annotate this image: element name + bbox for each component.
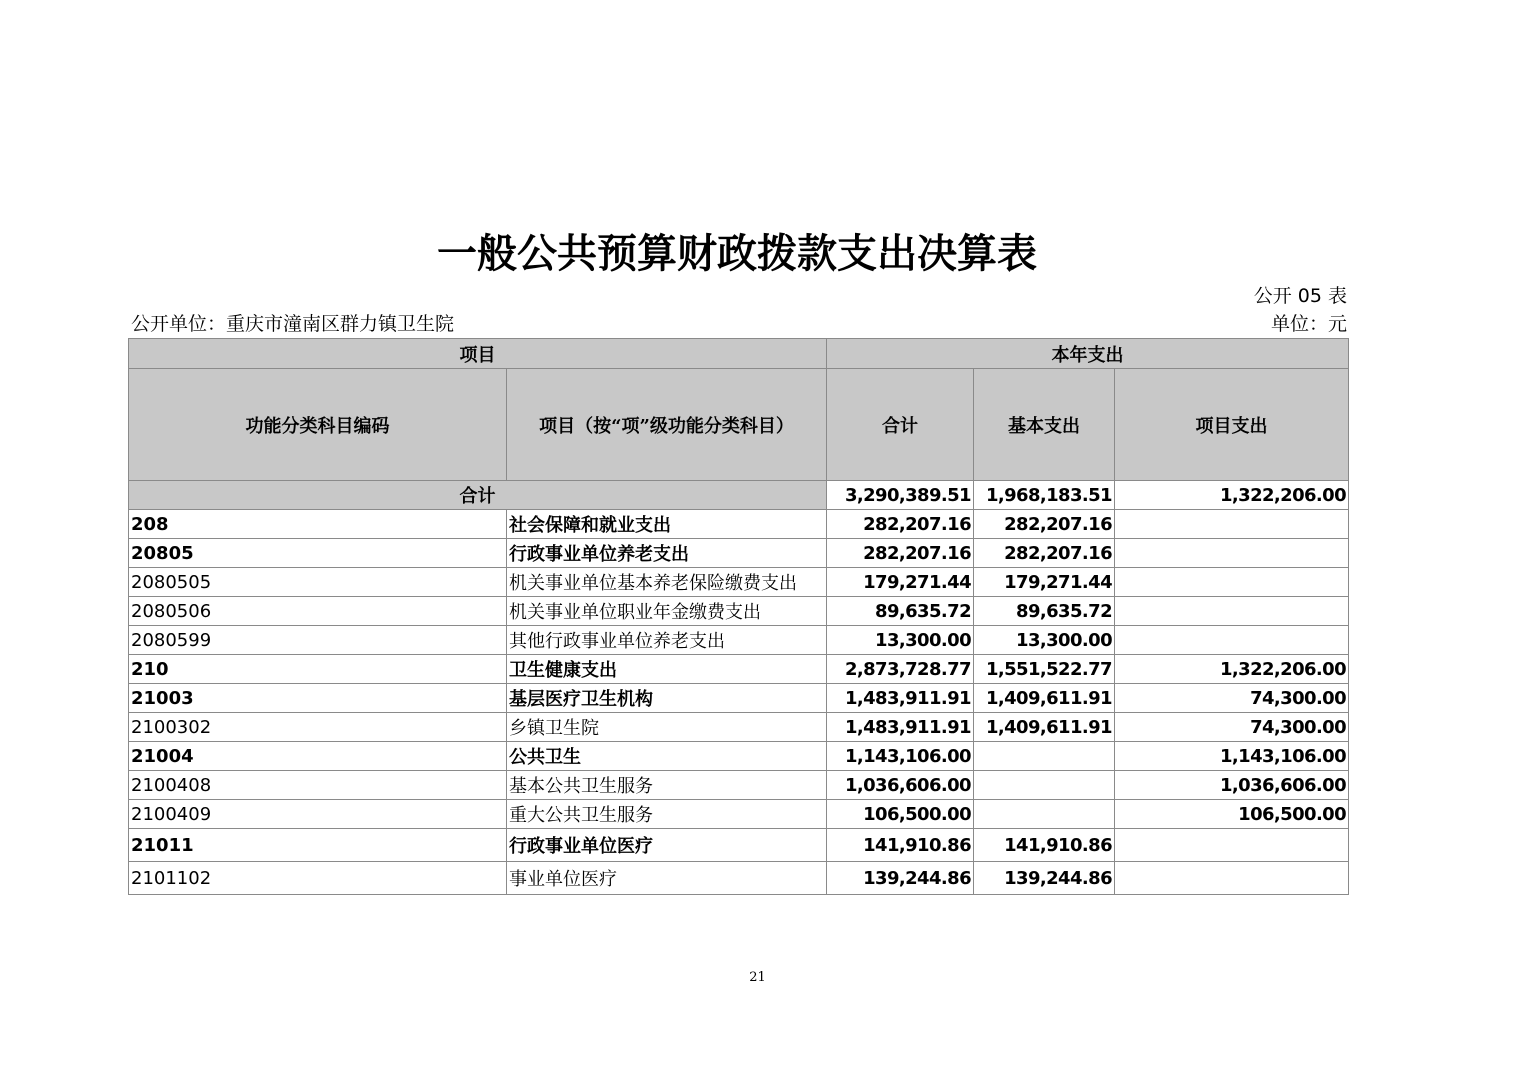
row-basic: 179,271.44 <box>974 568 1115 597</box>
reporting-unit: 公开单位：重庆市潼南区群力镇卫生院 <box>131 313 455 335</box>
row-total: 89,635.72 <box>827 597 974 626</box>
row-name: 行政事业单位养老支出 <box>507 539 827 568</box>
row-code: 2080505 <box>129 568 507 597</box>
row-basic: 13,300.00 <box>974 626 1115 655</box>
row-code: 208 <box>129 510 507 539</box>
row-project <box>1115 510 1349 539</box>
row-total: 141,910.86 <box>827 829 974 862</box>
row-code: 21004 <box>129 742 507 771</box>
row-code: 21003 <box>129 684 507 713</box>
total-row <box>129 481 1349 510</box>
total-basic: 1,968,183.51 <box>974 481 1115 510</box>
row-code: 21011 <box>129 829 507 862</box>
header-row-group <box>129 339 1349 369</box>
row-total: 179,271.44 <box>827 568 974 597</box>
row-total: 282,207.16 <box>827 539 974 568</box>
row-total: 1,143,106.00 <box>827 742 974 771</box>
table-row <box>129 684 1349 713</box>
table-row <box>129 655 1349 684</box>
row-code: 210 <box>129 655 507 684</box>
table-row <box>129 742 1349 771</box>
row-code: 2080506 <box>129 597 507 626</box>
header-row-columns <box>129 369 1349 481</box>
row-project: 1,036,606.00 <box>1115 771 1349 800</box>
row-name: 基本公共卫生服务 <box>507 771 827 800</box>
row-code: 2100302 <box>129 713 507 742</box>
row-project: 1,322,206.00 <box>1115 655 1349 684</box>
row-project <box>1115 597 1349 626</box>
header-code: 功能分类科目编码 <box>129 369 507 481</box>
table-row <box>129 829 1349 862</box>
row-basic: 1,409,611.91 <box>974 684 1115 713</box>
table-row <box>129 510 1349 539</box>
row-basic <box>974 800 1115 829</box>
header-total: 合计 <box>827 369 974 481</box>
row-code: 2080599 <box>129 626 507 655</box>
table-row <box>129 800 1349 829</box>
row-project <box>1115 568 1349 597</box>
total-project: 1,322,206.00 <box>1115 481 1349 510</box>
table-row <box>129 568 1349 597</box>
row-project: 74,300.00 <box>1115 713 1349 742</box>
row-project: 1,143,106.00 <box>1115 742 1349 771</box>
table-row <box>129 862 1349 895</box>
row-project: 106,500.00 <box>1115 800 1349 829</box>
row-name: 基层医疗卫生机构 <box>507 684 827 713</box>
row-basic: 282,207.16 <box>974 510 1115 539</box>
row-total: 2,873,728.77 <box>827 655 974 684</box>
header-name: 项目（按“项”级功能分类科目） <box>507 369 827 481</box>
row-project <box>1115 862 1349 895</box>
row-code: 20805 <box>129 539 507 568</box>
row-total: 1,483,911.91 <box>827 713 974 742</box>
table-row <box>129 626 1349 655</box>
row-code: 2100408 <box>129 771 507 800</box>
row-name: 机关事业单位基本养老保险缴费支出 <box>507 568 827 597</box>
row-project <box>1115 539 1349 568</box>
row-basic: 139,244.86 <box>974 862 1115 895</box>
row-basic: 1,409,611.91 <box>974 713 1115 742</box>
row-basic: 282,207.16 <box>974 539 1115 568</box>
total-amount: 3,290,389.51 <box>827 481 974 510</box>
row-total: 13,300.00 <box>827 626 974 655</box>
row-total: 106,500.00 <box>827 800 974 829</box>
row-basic: 1,551,522.77 <box>974 655 1115 684</box>
table-row <box>129 713 1349 742</box>
row-name: 卫生健康支出 <box>507 655 827 684</box>
header-basic: 基本支出 <box>974 369 1115 481</box>
row-name: 事业单位医疗 <box>507 862 827 895</box>
row-project: 74,300.00 <box>1115 684 1349 713</box>
row-name: 其他行政事业单位养老支出 <box>507 626 827 655</box>
row-code: 2100409 <box>129 800 507 829</box>
row-name: 机关事业单位职业年金缴费支出 <box>507 597 827 626</box>
row-code: 2101102 <box>129 862 507 895</box>
row-total: 282,207.16 <box>827 510 974 539</box>
table-row <box>129 597 1349 626</box>
row-name: 社会保障和就业支出 <box>507 510 827 539</box>
row-basic <box>974 742 1115 771</box>
page-title: 一般公共预算财政拨款支出决算表 <box>437 230 1037 277</box>
expenditure-table <box>128 338 1349 895</box>
row-total: 139,244.86 <box>827 862 974 895</box>
header-item-group: 项目 <box>129 339 827 369</box>
currency-unit: 单位：元 <box>1270 313 1347 335</box>
row-basic: 89,635.72 <box>974 597 1115 626</box>
row-name: 公共卫生 <box>507 742 827 771</box>
row-basic: 141,910.86 <box>974 829 1115 862</box>
form-number: 公开 05 表 <box>1253 285 1347 307</box>
total-label: 合计 <box>129 481 827 510</box>
row-name: 乡镇卫生院 <box>507 713 827 742</box>
header-project: 项目支出 <box>1115 369 1349 481</box>
table-row <box>129 539 1349 568</box>
page-number: 21 <box>749 970 766 985</box>
row-basic <box>974 771 1115 800</box>
row-name: 行政事业单位医疗 <box>507 829 827 862</box>
row-project <box>1115 626 1349 655</box>
row-total: 1,036,606.00 <box>827 771 974 800</box>
row-name: 重大公共卫生服务 <box>507 800 827 829</box>
header-expense-group: 本年支出 <box>827 339 1349 369</box>
table-row <box>129 771 1349 800</box>
row-project <box>1115 829 1349 862</box>
row-total: 1,483,911.91 <box>827 684 974 713</box>
